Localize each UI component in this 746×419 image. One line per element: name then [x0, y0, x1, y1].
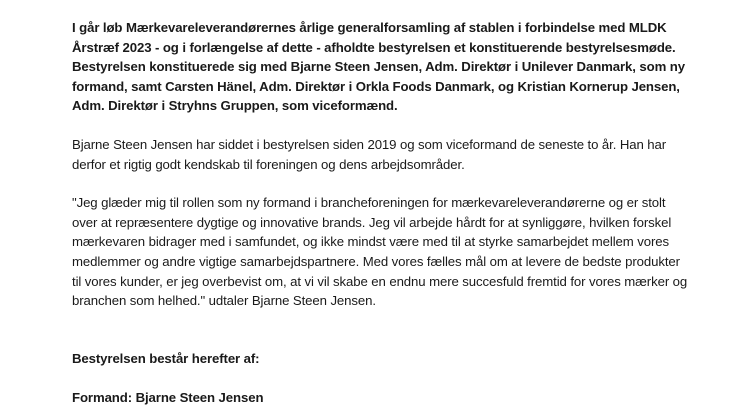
chair-line: Formand: Bjarne Steen Jensen — [72, 390, 264, 406]
intro-paragraph: I går løb Mærkevareleverandørernes årlige generalforsamling af stablen i forbindelse med MLDK Årstræf 2023 - og i forlængelse af dette - afholdte bestyrelsen et konstituerende bestyrelsesmøde. Bestyrelsen konstituerede sig med Bjarne Steen Jensen, Adm. Direktør i Unilever Danmark, som ny formand, samt Carsten Hänel, Adm. Direktør i Orkla Foods Danmark, og Kristian Kornerup Jensen, Adm. Direktør i Stryhns Gruppen, som viceformænd. — [72, 20, 685, 114]
quote-paragraph: "Jeg glæder mig til rollen som ny formand i brancheforeningen for mærkevareleverandørerne og er stolt over at repræsentere dygtige og innovative brands. Jeg vil arbejde hårdt for at synliggøre, hvilken forskel mærkevaren bidrager med i samfundet, og ikke mindst være med til at styrke samarbejdet mellem vores medlemmer og andre vigtige samarbejdspartnere. Med vores fælles mål om at levere de bedste produkter til vores kunder, er jeg overbevist om, at vi vil skabe en endnu mere succesfuld fremtid for vores mærker og branchen som helhed." udtaler Bjarne Steen Jensen. — [72, 195, 688, 309]
board-heading: Bestyrelsen består herefter af: — [72, 350, 260, 366]
background-paragraph: Bjarne Steen Jensen har siddet i bestyrelsen siden 2019 og som viceformand de seneste to år. Han har derfor et rigtig godt kendskab til foreningen og dens arbejdsområder. — [72, 136, 667, 172]
document-page — [72, 18, 692, 408]
